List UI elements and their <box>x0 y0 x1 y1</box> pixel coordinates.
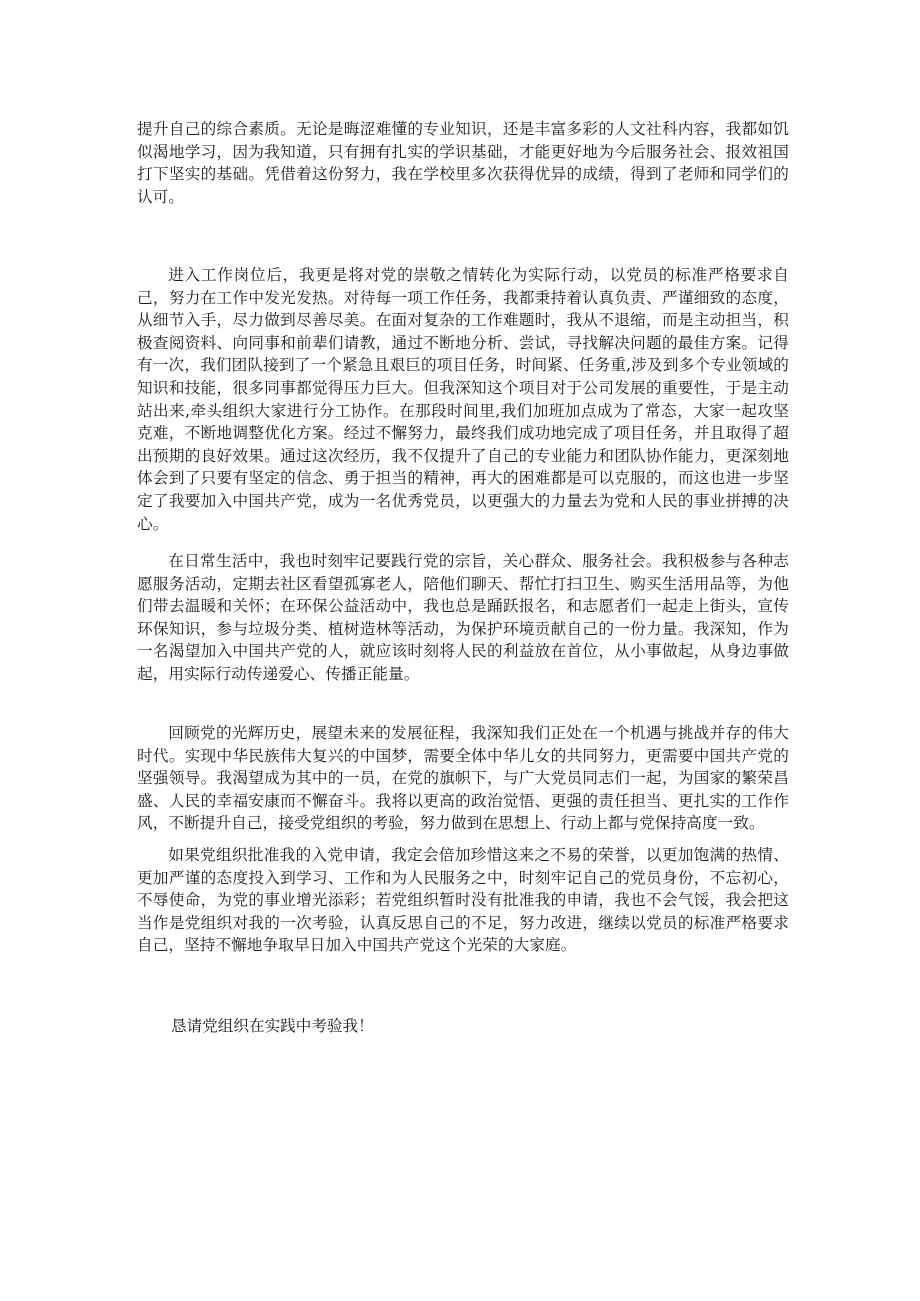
closing-request: 恳请党组织在实践中考验我！ <box>171 1017 374 1035</box>
paragraph-study: 提升自己的综合素质。无论是晦涩难懂的专业知识，还是丰富多彩的人文社科内容，我都如饥似渴地学习，因为我知道，只有拥有扎实的学识基础，才能更好地为今后服务社会、报效祖国打下坚实的基础。凭借着这份努力，我在学校里多次获得优异的成绩，得到了老师和同学们的认可。 <box>137 120 789 206</box>
paragraph-work: 进入工作岗位后，我更是将对党的崇敬之情转化为实际行动，以党员的标准严格要求自己，努力在工作中发光发热。对待每一项工作任务，我都秉持着认真负责、严谨细致的态度，从细节入手，尽力做到尽善尽美。在面对复杂的工作难题时，我从不退缩，而是主动担当，积极查阅资料、向同事和前辈们请教，通过不断地分析、尝试，寻找解决问题的最佳方案。记得有一次，我们团队接到了一个紧急且艰巨的项目任务，时间紧、任务重,涉及到多个专业领域的知识和技能，很多同事都觉得压力巨大。但我深知这个项目对于公司发展的重要性，于是主动站出来,牵头组织大家进行分工协作。在那段时间里,我们加班加点成为了常态，大家一起攻坚克难，不断地调整优化方案。经过不懈努力，最终我们成功地完成了项目任务，并且取得了超出预期的良好效果。通过这次经历，我不仅提升了自己的专业能力和团队协作能力，更深刻地体会到了只要有坚定的信念、勇于担当的精神，再大的困难都是可以克服的，而这也进一步坚定了我要加入中国共产党，成为一名优秀党员，以更强大的力量去为党和人民的事业拼搏的决心。 <box>137 266 789 533</box>
paragraph-history: 回顾党的光辉历史，展望未来的发展征程，我深知我们正处在一个机遇与挑战并存的伟大时代。实现中华民族伟大复兴的中国梦，需要全体中华儿女的共同努力，更需要中国共产党的坚强领导。我渴望成为其中的一员，在党的旗帜下，与广大党员同志们一起，为国家的繁荣昌盛、人民的幸福安康而不懈奋斗。我将以更高的政治觉悟、更强的责任担当、更扎实的工作作风，不断提升自己，接受党组织的考验，努力做到在思想上、行动上都与党保持高度一致。 <box>137 724 789 833</box>
paragraph-pledge: 如果党组织批准我的入党申请，我定会倍加珍惜这来之不易的荣誉，以更加饱满的热情、更加严谨的态度投入到学习、工作和为人民服务之中，时刻牢记自己的党员身份，不忘初心，不辱使命，为党的事业增光添彩；若党组织暂时没有批准我的申请，我也不会气馁，我会把这当作是党组织对我的一次考验，认真反思自己的不足，努力改进，继续以党员的标准严格要求自己，坚持不懈地争取早日加入中国共产党这个光荣的大家庭。 <box>137 846 789 955</box>
paragraph-daily-life: 在日常生活中，我也时刻牢记要践行党的宗旨，关心群众、服务社会。我积极参与各种志愿服务活动，定期去社区看望孤寡老人，陪他们聊天、帮忙打扫卫生、购买生活用品等，为他们带去温暖和关怀；在环保公益活动中，我也总是踊跃报名，和志愿者们一起走上街头，宣传环保知识，参与垃圾分类、植树造林等活动，为保护环境贡献自己的一份力量。我深知，作为一名渴望加入中国共产党的人，就应该时刻将人民的利益放在首位，从小事做起，从身边事做起，用实际行动传递爱心、传播正能量。 <box>137 552 789 683</box>
